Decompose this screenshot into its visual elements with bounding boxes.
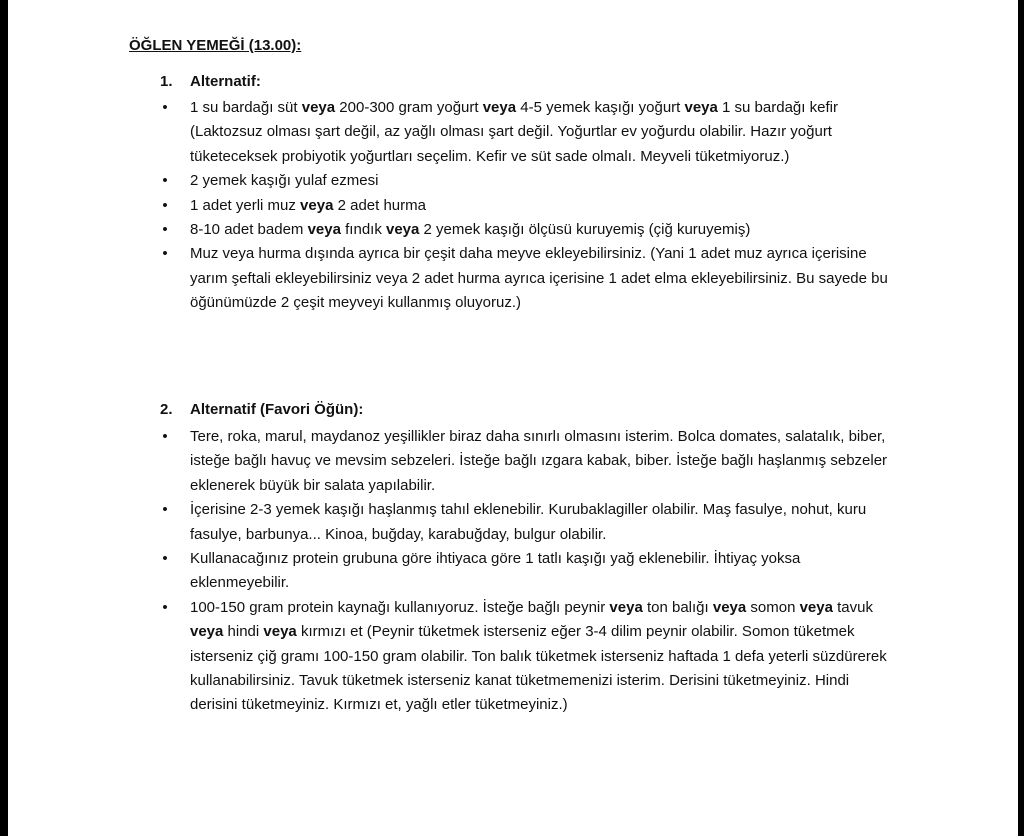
bullet-icon: • xyxy=(162,221,168,239)
bold-run: veya xyxy=(263,623,297,641)
list-item-text xyxy=(190,221,750,238)
bullet-icon: • xyxy=(162,550,168,568)
bullet-icon: • xyxy=(162,172,168,190)
text-run: 8-10 adet badem xyxy=(190,221,308,239)
section-heading-1 xyxy=(160,72,261,92)
list-item xyxy=(158,218,898,242)
bullet-list-1 xyxy=(158,96,898,316)
list-item xyxy=(158,596,898,718)
bold-run: veya xyxy=(301,99,336,116)
text-run: 2 yemek kaşığı ölçüsü kuruyemiş (çiğ kuruyemiş) xyxy=(419,221,751,239)
text-run: tavuk xyxy=(832,598,873,616)
bullet-list-2 xyxy=(158,425,898,718)
document-page xyxy=(8,0,1018,836)
bold-run: veya xyxy=(684,99,718,116)
section-number: 2. xyxy=(160,401,173,418)
bold-run: veya xyxy=(712,598,747,616)
bold-run: veya xyxy=(386,221,420,239)
page-title: ÖĞLEN YEMEĞİ (13.00): xyxy=(129,37,302,54)
list-item-text xyxy=(190,99,838,165)
text-run: 1 su bardağı süt xyxy=(190,99,302,116)
text-run: Tere, roka, marul, maydanoz yeşillikler biraz daha sınırlı olmasını isterim. Bolca domates, salatalık, biber, isteğe bağlı havuç ve mevsim sebzeleri. İsteğe bağlı ızgara kabak, biber. İsteğe bağlı haşlanmış sebzeler eklenerek büyük bir salata yapılabilir. xyxy=(190,428,888,494)
list-item xyxy=(158,194,898,218)
bold-run: veya xyxy=(799,598,833,616)
bullet-icon: • xyxy=(162,428,168,445)
bold-run: veya xyxy=(609,598,643,616)
text-run: 2 yemek kaşığı yulaf ezmesi xyxy=(190,172,379,190)
text-run: 200-300 gram yoğurt xyxy=(335,99,483,116)
text-run: 1 adet yerli muz xyxy=(190,196,301,214)
text-run: 4-5 yemek kaşığı yoğurt xyxy=(516,99,685,116)
text-run: hindi xyxy=(223,623,264,641)
bold-run: veya xyxy=(482,99,517,116)
list-item xyxy=(158,96,898,169)
text-run: somon xyxy=(746,598,800,616)
list-item xyxy=(158,498,898,547)
text-run: 1 su bardağı kefir (Laktozsuz olması şart değil, az yağlı olması şart değil. Yoğurtlar ev yoğurdu olabilir. Hazır yoğurt tüketeceksek probiyotik yoğurtları seçelim. Kefir ve süt sade olmalı. Meyveli tüketmiyoruz.) xyxy=(190,99,838,165)
text-run: ton balığı xyxy=(642,598,713,616)
list-item-text xyxy=(190,245,888,311)
text-run: kırmızı et (Peynir tüketmek isterseniz eğer 3-4 dilim peynir olabilir. Somon tüketmek isterseniz çiğ gramı 100-150 gram olabilir. Ton balık tüketmek isterseniz haftada 1 defa yeterli süzdürerek kullanabilirsiniz. Tavuk tüketmek isterseniz kanat tüketmemenizi isterim. Derisini tüketmeyiniz. Hindi derisini tüketmeyiniz. Kırmızı et, yağlı etler tüketmeyiniz.) xyxy=(190,623,887,714)
list-item-text xyxy=(190,428,887,494)
list-item-text xyxy=(190,501,866,542)
bold-run: veya xyxy=(190,623,224,641)
list-item xyxy=(158,169,898,193)
text-run: Kullanacağınız protein grubuna göre ihtiyaca göre 1 tatlı kaşığı yağ eklenebilir. İhtiyaç yoksa eklenmeyebilir. xyxy=(190,550,801,592)
list-item xyxy=(158,547,898,596)
section-number: 1. xyxy=(160,73,173,90)
bullet-icon: • xyxy=(162,245,168,263)
bullet-icon: • xyxy=(162,598,168,616)
section-title: Alternatif (Favori Öğün): xyxy=(190,401,364,418)
text-run: fındık xyxy=(340,221,386,239)
bold-run: veya xyxy=(300,196,334,214)
text-run: 100-150 gram protein kaynağı kullanıyoruz. İsteğe bağlı peynir xyxy=(190,598,610,616)
list-item-text xyxy=(190,172,378,189)
bullet-icon: • xyxy=(162,196,168,214)
list-item xyxy=(158,425,898,498)
text-run: Muz veya hurma dışında ayrıca bir çeşit daha meyve ekleyebilirsiniz. (Yani 1 adet muz ayrıca içerisine yarım şeftali ekleyebilirsiniz veya 2 adet hurma ayrıca içerisine 1 adet elma ekleyebilirsiniz. Bu sayede bu öğünümüzde 2 çeşit meyveyi kullanmış oluyoruz.) xyxy=(190,245,888,312)
list-item-text xyxy=(190,550,800,591)
bullet-icon: • xyxy=(162,501,168,519)
list-item xyxy=(158,242,898,315)
section-title: Alternatif: xyxy=(190,73,261,90)
text-run: İçerisine 2-3 yemek kaşığı haşlanmış tahıl eklenebilir. Kurubaklagiller olabilir. Maş fasulye, nohut, kuru fasulye, barbunya... Kinoa, buğday, karabuğday, bulgur olabilir. xyxy=(190,501,867,543)
bullet-icon: • xyxy=(162,99,168,116)
section-heading-2 xyxy=(160,400,363,420)
bold-run: veya xyxy=(307,221,341,239)
text-run: 2 adet hurma xyxy=(333,196,426,214)
list-item-text xyxy=(190,197,426,214)
list-item-text xyxy=(190,599,887,714)
